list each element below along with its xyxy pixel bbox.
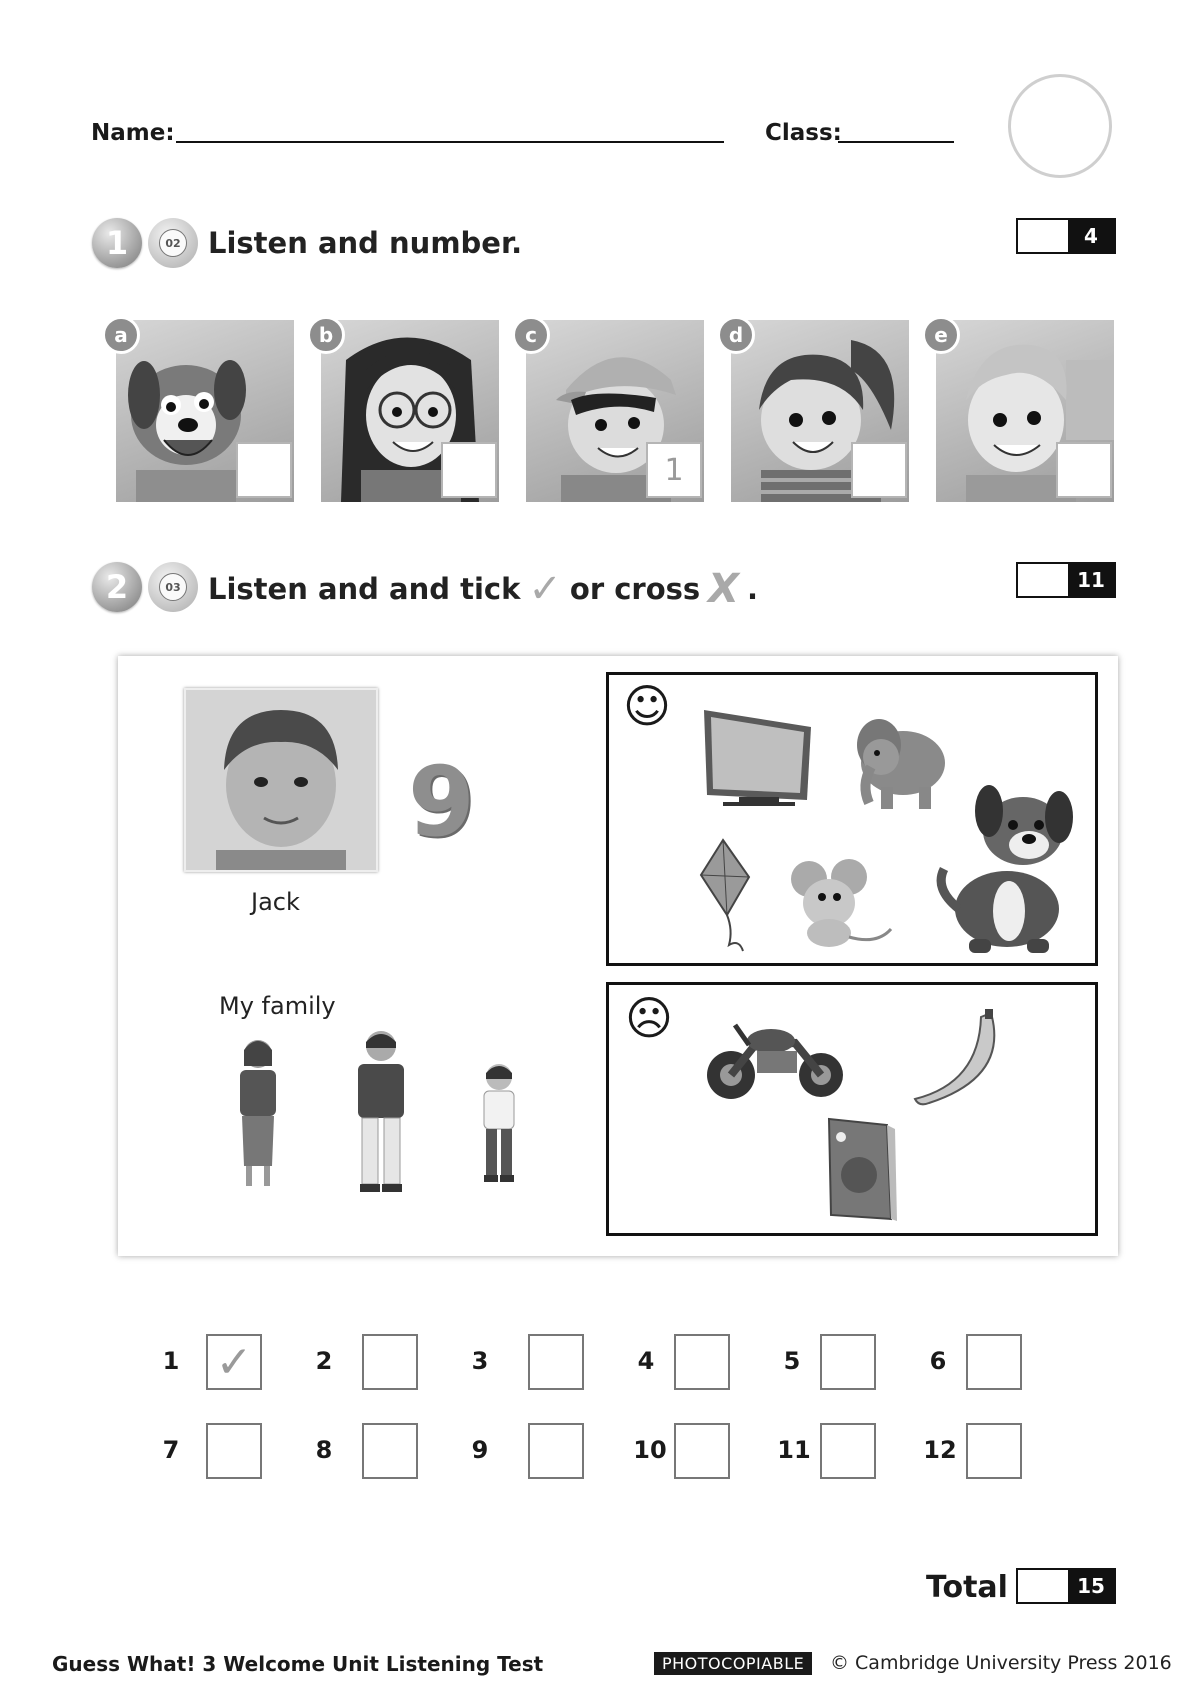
footer-title: Guess What! 3 Welcome Unit Listening Test [52,1652,544,1676]
cross-icon: X [708,566,739,612]
section2-instruction [208,566,758,612]
kite-icon [693,835,763,955]
father-figure-icon [346,1028,416,1198]
instruction-part2: or cross [569,572,701,606]
answer-box-12[interactable] [966,1423,1022,1479]
mother-figure-icon [228,1036,288,1196]
mouse-icon [787,855,897,955]
question-number: 11 [777,1436,811,1464]
score-circle [1008,74,1112,178]
name-field[interactable] [176,141,724,143]
card-letter-b: b [307,316,345,354]
family-label: My family [219,992,336,1020]
section2-number-badge: 2 [92,562,142,612]
question-number: 7 [162,1436,180,1464]
question-number: 9 [471,1436,489,1464]
section2-track-number: 03 [159,573,187,601]
answer-box-1[interactable]: ✓ [206,1334,262,1390]
class-field[interactable] [838,141,954,143]
section1-score-blank[interactable] [1018,220,1068,252]
question-number: 10 [633,1436,667,1464]
section2-audio-track-icon[interactable] [148,562,198,612]
section1-instruction: Listen and number. [208,226,523,260]
section2-max-score: 11 [1068,564,1114,596]
copyright: © Cambridge University Press 2016 [830,1652,1172,1674]
question-number: 5 [783,1347,801,1375]
puppy-icon [929,779,1089,959]
answer-box-e[interactable] [1056,442,1112,498]
card-letter-d: d [717,316,755,354]
profile-panel [118,656,1118,1256]
section1-score-box[interactable] [1016,218,1116,254]
total-max-score: 15 [1068,1570,1114,1602]
answer-box-2[interactable] [362,1334,418,1390]
child-name: Jack [251,888,300,916]
instruction-part1: Listen and and tick [208,572,521,606]
motorbike-icon [705,1005,845,1105]
likes-frame [606,672,1098,966]
jack-photo [184,688,378,872]
answer-box-11[interactable] [820,1423,876,1479]
tick-icon: ✓ [528,566,562,612]
section1-max-score: 4 [1068,220,1114,252]
section2-score-box[interactable] [1016,562,1116,598]
dislikes-frame [606,982,1098,1236]
answer-box-4[interactable] [674,1334,730,1390]
answer-box-b[interactable] [441,442,497,498]
card-letter-c: c [512,316,550,354]
answer-box-d[interactable] [851,442,907,498]
photocopiable-badge: PHOTOCOPIABLE [654,1652,812,1675]
instruction-end: . [747,572,759,606]
child-figure-icon [474,1061,524,1191]
question-number: 4 [637,1347,655,1375]
happy-face-icon: ☺ [623,679,671,733]
answer-box-8[interactable] [362,1423,418,1479]
answer-box-5[interactable] [820,1334,876,1390]
answer-box-3[interactable] [528,1334,584,1390]
question-number: 6 [929,1347,947,1375]
answer-box-7[interactable] [206,1423,262,1479]
question-number: 8 [315,1436,333,1464]
question-number: 2 [315,1347,333,1375]
section1-track-number: 02 [159,229,187,257]
answer-box-9[interactable] [528,1423,584,1479]
boy-photo-icon [186,690,376,870]
total-score-blank[interactable] [1018,1570,1068,1602]
section2-score-blank[interactable] [1018,564,1068,596]
answer-box-10[interactable] [674,1423,730,1479]
book-icon [821,1115,901,1225]
answer-box-a[interactable] [236,442,292,498]
answer-box-6[interactable] [966,1334,1022,1390]
card-letter-a: a [102,316,140,354]
banana-icon [909,1007,1009,1117]
question-number: 1 [162,1347,180,1375]
class-label: Class: [765,120,842,146]
television-icon [699,705,819,815]
question-number: 3 [471,1347,489,1375]
total-score-box[interactable] [1016,1568,1116,1604]
question-number: 12 [923,1436,957,1464]
section1-audio-track-icon[interactable] [148,218,198,268]
age-number: 9 [408,746,475,858]
sad-face-icon: ☹ [625,991,673,1045]
total-label: Total [926,1570,1008,1605]
section1-number-badge: 1 [92,218,142,268]
name-label: Name: [91,120,175,146]
card-letter-e: e [922,316,960,354]
answer-box-c[interactable]: 1 [646,442,702,498]
